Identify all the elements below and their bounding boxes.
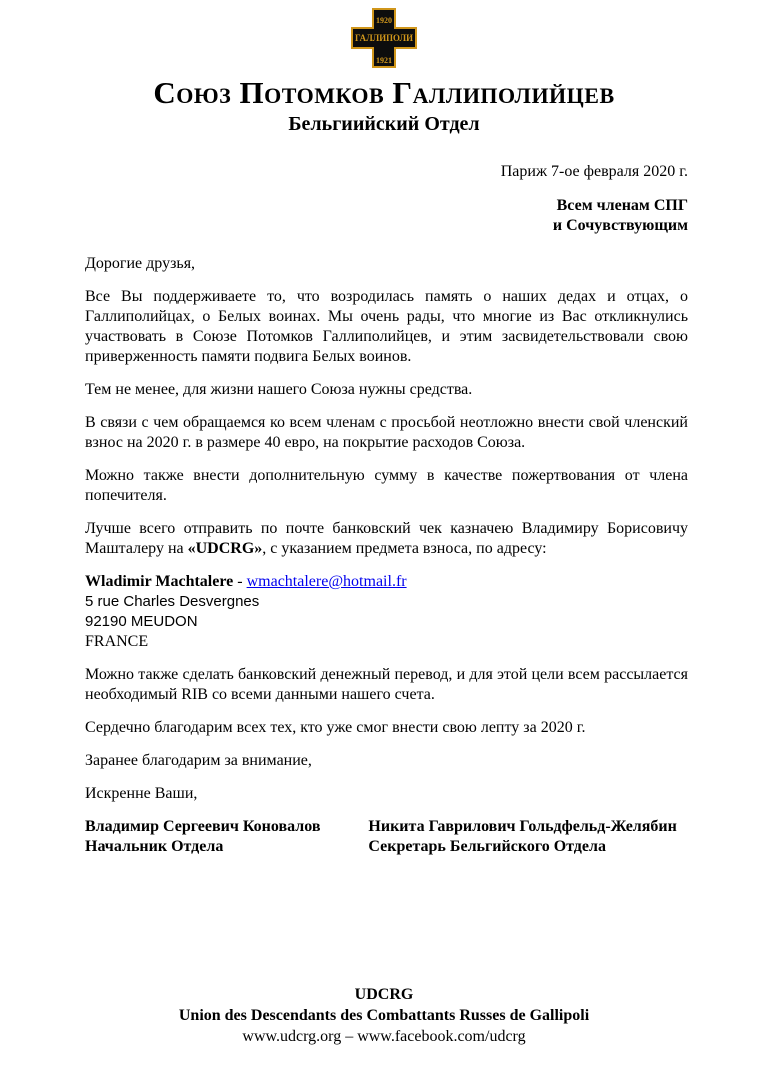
email-link[interactable]: wmachtalere@hotmail.fr <box>246 573 407 590</box>
signature-left <box>85 817 368 857</box>
paragraph-support: Все Вы поддерживаете то, что возродилась память о наших дедах и отцах, о Галлиполийцах, о Белых воинах. Мы очень рады, что многие из Вас откликнулись участвовать в Союзе Потомков Галлиполийцев, и этим засвидетельствовали свою приверженность памяти подвига Белых воинов. <box>85 288 688 365</box>
paragraph-dues: В связи с чем обращаемся ко всем членам с просьбой неотложно внести свой членский взнос на 2020 г. в размере 40 евро, на покрытие расходов Союза. <box>85 414 688 451</box>
contact-separator: - <box>233 573 247 590</box>
org-abbr-inline: «UDCRG» <box>187 540 263 557</box>
signature-block <box>85 817 688 857</box>
salutation: Дорогие друзья, <box>85 255 196 272</box>
logo-label: ГАЛЛИПОЛИ <box>355 33 413 43</box>
letter-body <box>85 254 688 857</box>
address-street: 5 rue Charles Desvergnes <box>85 593 260 610</box>
gallipoli-cross-icon <box>351 8 417 68</box>
paragraph-advance-thanks: Заранее благодарим за внимание, <box>85 752 312 769</box>
dateline: Париж 7-ое февраля 2020 г. <box>500 163 688 180</box>
paragraph-thanks: Сердечно благодарим всех тех, кто уже смог внести свою лепту за 2020 г. <box>85 719 586 736</box>
addressee-line-2: и Сочувствующим <box>552 217 688 234</box>
signature-right-name: Никита Гаврилович Гольдфельд-Желябин <box>368 818 677 835</box>
address-city: 92190 MEUDON <box>85 613 198 630</box>
footer-org-name: Union des Descendants des Combattants Russes de Gallipoli <box>178 1007 590 1024</box>
logo-year-top: 1920 <box>376 16 392 25</box>
organization-subtitle: Бельгиийский Отдел <box>288 113 480 135</box>
contact-name-line <box>85 572 688 592</box>
footer-org-abbr: UDCRG <box>354 986 414 1003</box>
paragraph-cheque-text-1: Лучше всего отправить по почте банковский чек казначею Владимиру Борисовичу Машталеру на <box>85 520 688 557</box>
address-country: FRANCE <box>85 633 149 650</box>
signature-right-title: Секретарь Бельгийского Отдела <box>368 838 606 855</box>
paragraph-transfer: Можно также сделать банковский денежный перевод, и для этой цели всем рассылается необходимый RIB со всеми данными нашего счета. <box>85 666 688 703</box>
logo-container <box>0 0 768 70</box>
paragraph-funds: Тем не менее, для жизни нашего Союза нужны средства. <box>85 381 473 398</box>
addressee-line-1: Всем членам СПГ <box>556 197 688 214</box>
signature-left-title: Начальник Отдела <box>85 838 224 855</box>
logo-year-bottom: 1921 <box>376 56 392 65</box>
addressee-block <box>85 196 688 236</box>
letter-footer <box>0 984 768 1047</box>
signature-right <box>368 817 688 857</box>
treasurer-name: Wladimir Machtalere <box>85 573 234 590</box>
closing: Искренне Ваши, <box>85 785 198 802</box>
organization-title: Союз Потомков Галлиполийцев <box>153 75 615 110</box>
paragraph-cheque <box>85 519 688 559</box>
contact-block <box>85 572 688 652</box>
signature-left-name: Владимир Сергеевич Коновалов <box>85 818 321 835</box>
paragraph-donation: Можно также внести дополнительную сумму в качестве пожертвования от члена попечителя. <box>85 467 688 504</box>
footer-websites: www.udcrg.org – www.facebook.com/udcrg <box>242 1028 526 1045</box>
paragraph-cheque-text-2: , с указанием предмета взноса, по адресу: <box>262 540 547 557</box>
